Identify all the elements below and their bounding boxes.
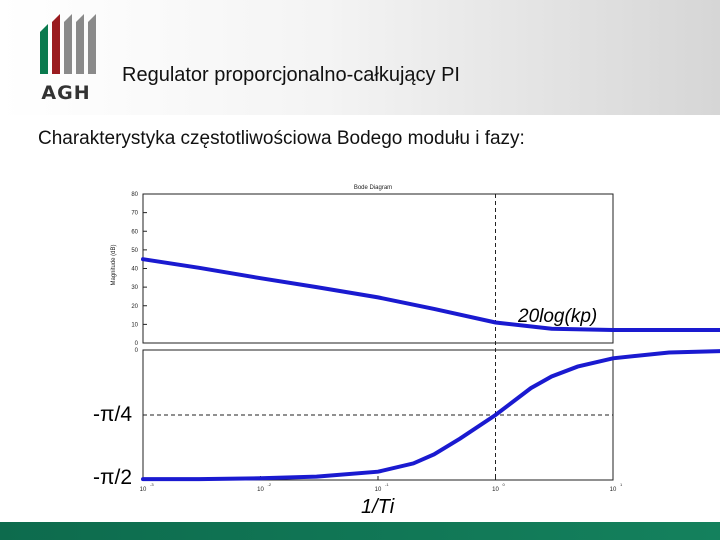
magnitude-ytick-label: 60 <box>131 229 138 236</box>
magnitude-ytick-label: 10 <box>131 322 138 329</box>
phase-xtick-label: 10 <box>139 487 147 493</box>
magnitude-ytick-label: 40 <box>131 266 138 273</box>
phase-xtick-exponent: 1 <box>620 482 623 487</box>
phase-xtick-exponent: -2 <box>267 482 272 487</box>
magnitude-ytick-label: 80 <box>131 192 138 198</box>
corner-frequency-label: 1/Ti <box>361 496 395 518</box>
phase-xtick-label: 10 <box>609 487 617 493</box>
slide-title: Regulator proporcjonalno-całkujący PI <box>122 64 460 86</box>
phase-xtick-label: 10 <box>492 487 499 493</box>
phase-xtick-exponent: -1 <box>385 482 389 487</box>
phase-xtick-label: 10 <box>257 487 264 493</box>
phase-xtick-label: 10 <box>374 487 382 493</box>
phase-xtick-exponent: -3 <box>150 482 154 487</box>
magnitude-ytick-label: 70 <box>131 210 138 217</box>
magnitude-ytick-label: 0 <box>134 341 138 347</box>
phase-xtick-exponent: 0 <box>502 482 505 487</box>
footer-band <box>0 522 720 540</box>
magnitude-ytick-label: 20 <box>131 303 138 310</box>
phase-ytick-0: 0 <box>134 348 138 354</box>
slide-subtitle: Charakterystyka częstotliwościowa Bodego modułu i fazy: <box>38 128 525 149</box>
magnitude-title: Bode Diagram <box>353 185 393 191</box>
phase-label-pi-quarter: -π/4 <box>93 403 132 426</box>
phase-label-pi-half: -π/2 <box>93 466 132 489</box>
magnitude-ytick-label: 50 <box>131 247 138 254</box>
magnitude-ytick-label: 30 <box>131 285 138 292</box>
gain-annotation: 20log(kp) <box>518 306 598 327</box>
magnitude-ylabel: Magnitude (dB) <box>111 244 117 286</box>
logo-text: AGH <box>41 82 91 104</box>
